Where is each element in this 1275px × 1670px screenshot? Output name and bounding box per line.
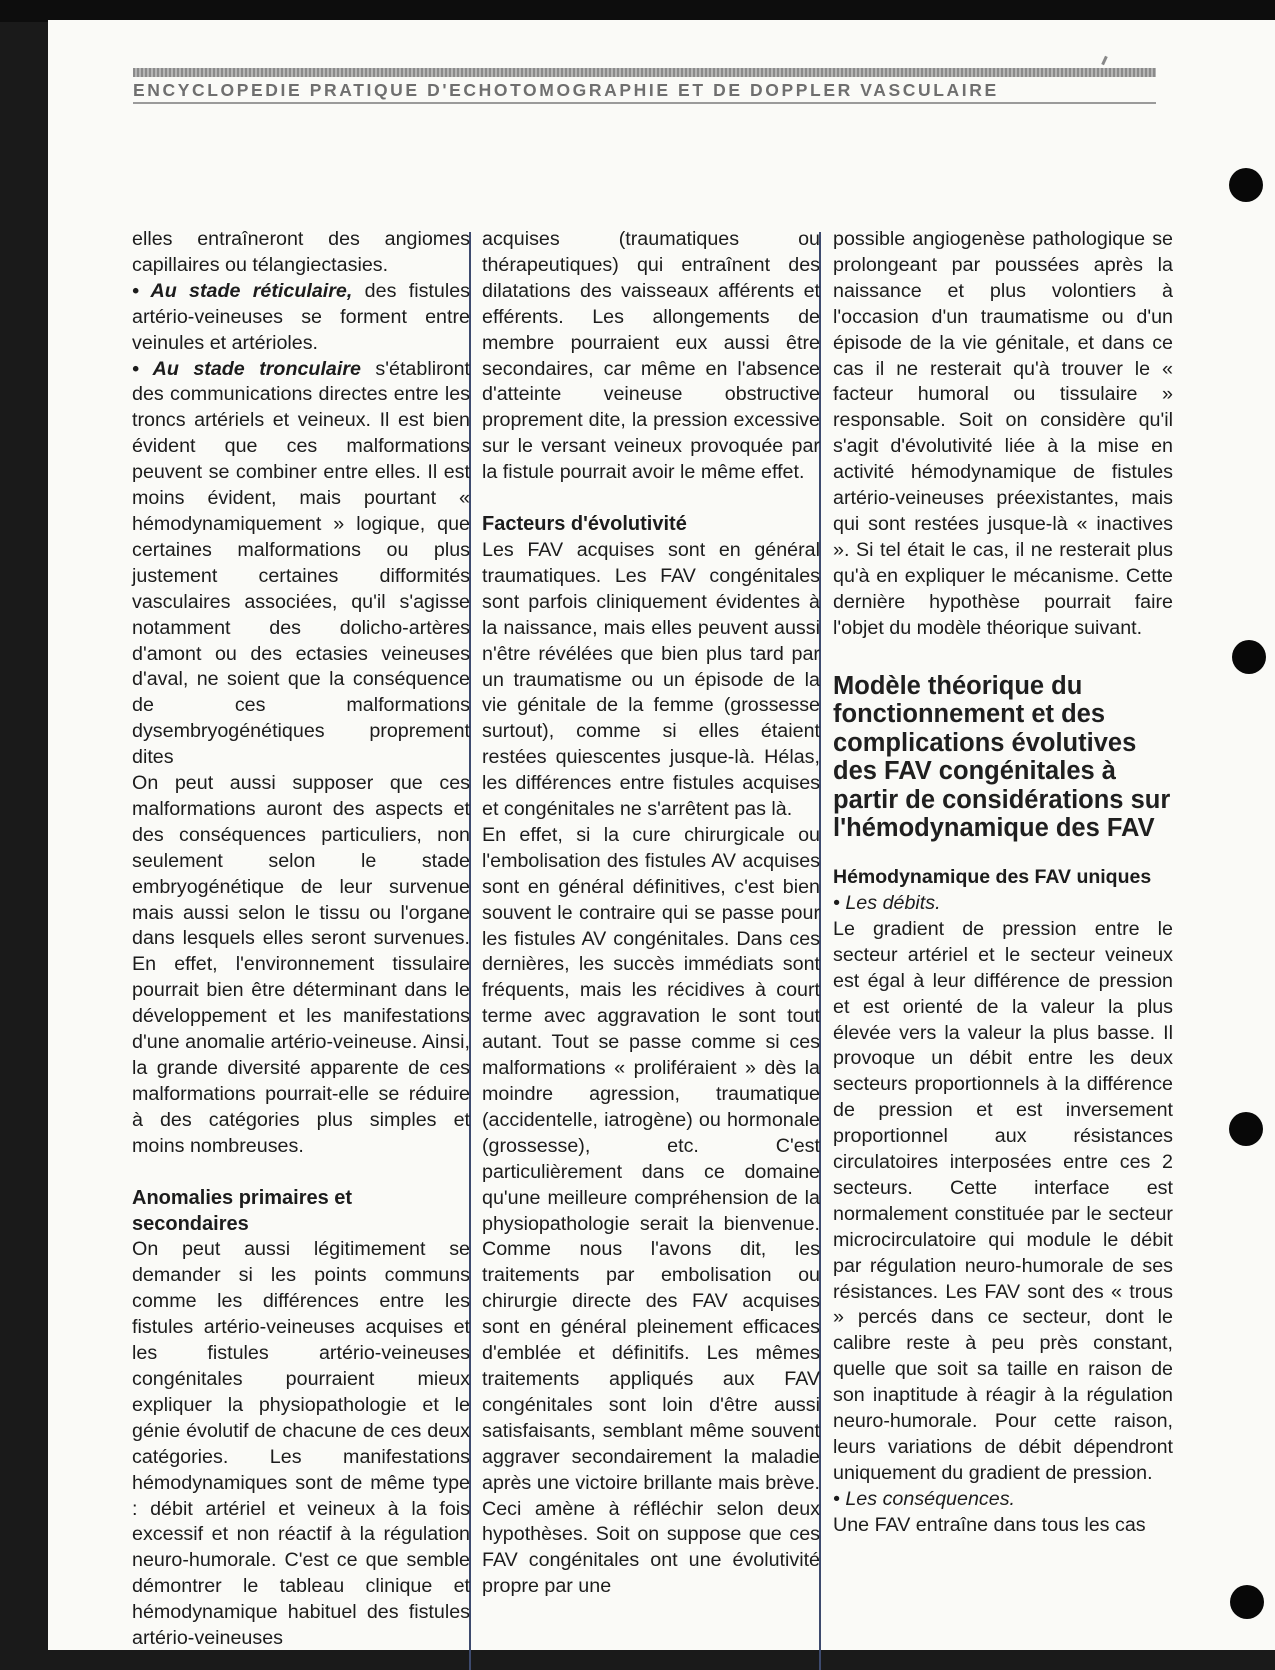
paragraph: possible angiogenèse pathologique se prolongeant par poussées après la naissance et plus volontiers à l'occasion d'un traumatisme ou d'un épisode de la vie génitale, et dans ce cas il ne resterait qu'à trouver le « facteur humoral ou tissulaire » responsable. Soit on considère qu'il s'agit d'évolutivité liée à la mise en activité hémodynamique de fistules artério-veineuses préexistantes, mais qui sont restées jusque-là « inactives ». Si tel était le cas, il ne resterait plus qu'à en expliquer le mécanisme. Cette dernière hypothèse pourrait faire l'objet du modèle théorique suivant. [833,228,1173,639]
binder-hole [1230,1585,1264,1619]
paragraph: On peut aussi légitimement se demander si les points communs comme les différences entre les fistules artério-veineuses acquises et les fistules artério-veineuses congénitales pourraient mieux expliquer la physiopathologie et le génie évolutif de chacune de ces deux catégories. Les manifestations hémodynamiques sont de même type : débit artériel et veineux à la fois excessif et non réactif à la régulation neuro-humorale. C'est ce que semble démontrer le tableau clinique et hémodynamique habituel des fistules artério-veineuses [132,1238,470,1650]
binder-hole [1229,168,1263,202]
text-column-1 [132,227,470,1652]
text-column-2 [482,227,820,1600]
paragraph: acquises (traumatiques ou thérapeutiques) qui entraînent des dilatations des vaisseaux afférents et efférents. Les allongements de membre pourraient eux aussi être secondaires, car même en l'absence d'atteinte veineuse obstructive proprement dite, la pression excessive sur le versant veineux provoquée par la fistule pourrait avoir le même effet. [482,228,820,484]
paragraph: On peut aussi supposer que ces malformations auront des aspects et des conséquences particuliers, non seulement selon le stade embryogénétique de leur survenue mais aussi selon le tissu ou l'organe dans lesquels elles seront survenues. En effet, l'environnement tissulaire pourrait bien être déterminant dans le développement et les manifestations d'une anomalie artério-veineuse. Ainsi, la grande diversité apparente de ces malformations pourrait-elle se réduire à des catégories plus simples et moins nombreuses. [132,772,470,1157]
bullet-text: s'établiront des communications directes entre les troncs artériels et veineux. Il est bien évident que ces malformations peuvent se combiner entre elles. Il est moins évident, mais pourtant « hémodynamiquement » logique, que certaines malformations ou plus justement certaines difformités vasculaires associées, qu'il s'agisse notamment des dolicho-artères d'amont ou des ectasies veineuses d'aval, ne soient que la conséquence de ces malformations dysembryogénétiques proprement dites [132,357,470,769]
header-rule-top [133,68,1156,77]
bullet-paragraph [132,357,470,772]
bullet-lead: • Au stade tronculaire [132,357,361,380]
header-title: ENCYCLOPEDIE PRATIQUE D'ECHOTOMOGRAPHIE ET DE DOPPLER VASCULAIRE [133,80,999,100]
ink-mark [1101,56,1108,65]
bullet-lead: • Les conséquences. [833,1487,1016,1510]
paragraph: elles entraîneront des angiomes capillaires ou télangiectasies. [132,228,470,276]
binder-hole [1232,640,1266,674]
text-column-3 [833,227,1173,1539]
bullet-text: des fistules artério-veineuses se forment entre veinules et artérioles. [132,279,470,354]
paragraph: Les FAV acquises sont en général traumatiques. Les FAV congénitales sont parfois cliniquement évidentes à la naissance, mais elles peuvent aussi n'être révélées que bien plus tard par un traumatisme ou un épisode de la vie génitale de la femme (grossesse surtout), comme si elles étaient restées quiescentes jusque-là. Hélas, les différences entre fistules acquises et congénitales ne s'arrêtent pas là. [482,538,820,821]
paragraph: Le gradient de pression entre le secteur artériel et le secteur veineux est égal à leur différence de pression et est orienté de la valeur la plus élevée vers la valeur la plus basse. Il provoque un débit entre les deux secteurs proportionnels à la différence de pression et est inversement proportionnel aux résistances circulatoires interposées entre ces 2 secteurs. Cette interface est normalement constituée par le secteur microcirculatoire qui module le débit par régulation neuro-humorale de ses résistances. Les FAV sont des « trous » percés dans ce secteur, dont le calibre reste à peu près constant, quelle que soit sa taille en raison de son inaptitude à réagir à la régulation neuro-humorale. Pour cette raison, leurs variations de débit dépendront uniquement du gradient de pression. [833,917,1173,1484]
bullet-lead: • Les débits. [833,891,941,914]
section-heading: Facteurs d'évolutivité [482,513,687,536]
paragraph: Une FAV entraîne dans tous les cas [833,1513,1146,1536]
binder-hole [1229,1112,1263,1146]
document-page [48,20,1275,1650]
section-title: Modèle théorique du fonctionnement et des complications évolutives des FAV congénitales à partir de considérations sur l'hémodynamique des FAV [833,671,1171,843]
section-heading: Anomalies primaires et secondaires [132,1186,353,1235]
paragraph: En effet, si la cure chirurgicale ou l'embolisation des fistules AV acquises sont en général définitives, c'est bien souvent le contraire qui se passe pour les fistules AV congénitales. Dans ces dernières, les succès immédiats sont fréquents, mais les récidives à court terme avec aggravation le sont tout autant. Tout se passe comme si ces malformations « proliféraient » dès la moindre agression, traumatique (accidentelle, iatrogène) ou hormonale (grossesse), etc. C'est particulièrement dans ce domaine qu'une meilleure compréhension de la physiopathologie serait la bienvenue. Comme nous l'avons dit, les traitements par embolisation ou chirurgie directe des FAV acquises sont en général pleinement efficaces d'emblée et définitifs. Les mêmes traitements appliqués aux FAV congénitales sont loin d'être aussi satisfaisants, semblant même souvent aggraver secondairement la maladie après une victoire brillante mais brève. Ceci amène à réfléchir selon deux hypothèses. Soit on suppose que ces FAV congénitales ont une évolutivité propre par une [482,823,820,1598]
running-header [133,68,1156,104]
bullet-lead: • Au stade réticulaire, [132,279,353,302]
scan-top-edge [0,0,1275,22]
section-heading: Hémodynamique des FAV uniques [833,866,1152,889]
header-rule-bottom [133,102,1156,104]
bullet-paragraph [132,279,470,357]
